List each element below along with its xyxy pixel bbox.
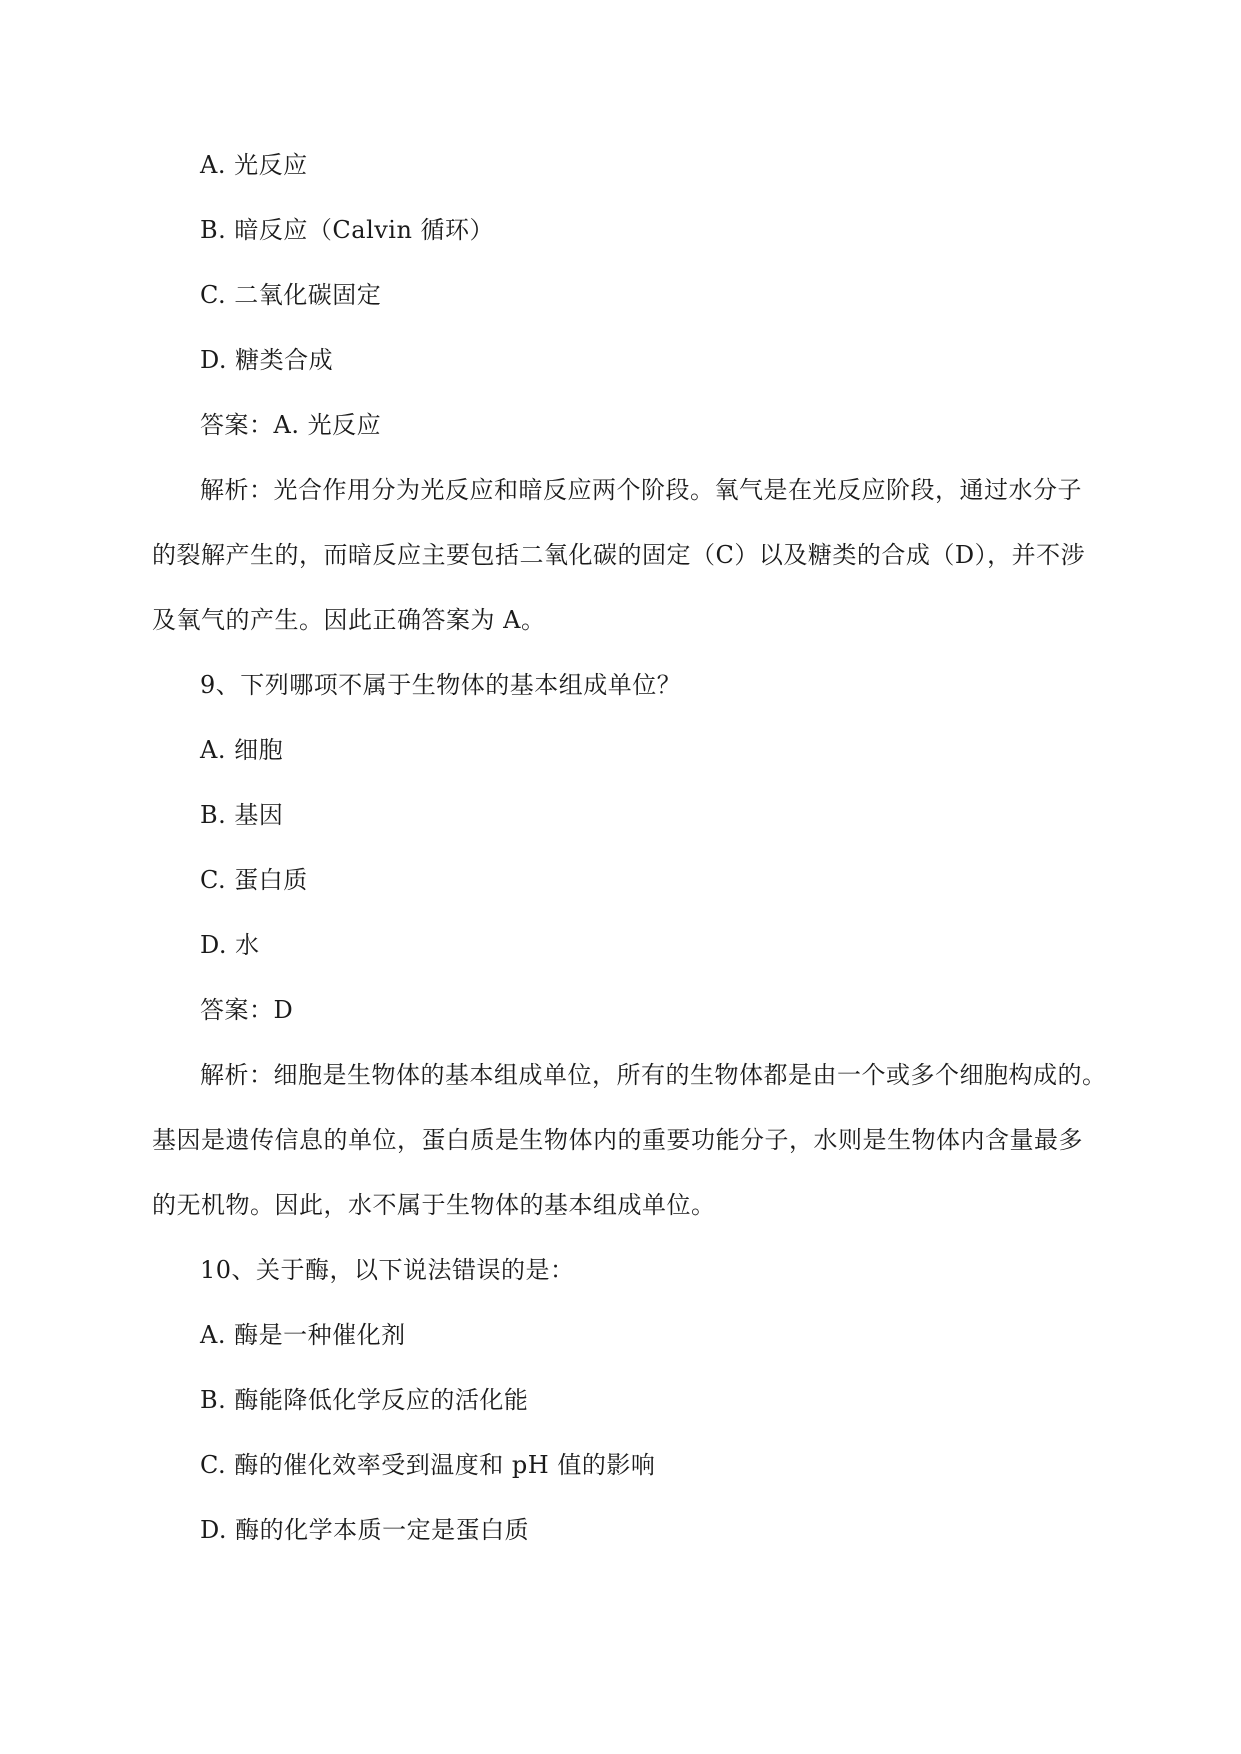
q10-option-b: B. 酶能降低化学反应的活化能 [200,1386,529,1414]
q9-option-d: D. 水 [200,931,260,959]
q8-option-a: A. 光反应 [200,151,308,179]
q8-option-b: B. 暗反应（Calvin 循环） [200,216,495,244]
q8-answer: 答案：A. 光反应 [200,411,382,439]
q10-option-c: C. 酶的催化效率受到温度和 pH 值的影响 [200,1451,656,1479]
q8-analysis-line-3: 及氧气的产生。因此正确答案为 A。 [152,606,546,634]
q9-analysis-line-2: 基因是遗传信息的单位，蛋白质是生物体内的重要功能分子，水则是生物体内含量最多 [152,1126,1083,1154]
q10-option-a: A. 酶是一种催化剂 [200,1321,406,1349]
q10-question: 10、关于酶，以下说法错误的是： [200,1256,575,1284]
q10-option-d: D. 酶的化学本质一定是蛋白质 [200,1516,530,1544]
q9-question: 9、下列哪项不属于生物体的基本组成单位？ [200,671,682,699]
q8-analysis-line-1: 解析：光合作用分为光反应和暗反应两个阶段。氧气是在光反应阶段，通过水分子 [200,476,1082,504]
q9-option-a: A. 细胞 [200,736,284,764]
q9-answer: 答案：D [200,996,294,1024]
q9-analysis-line-3: 的无机物。因此，水不属于生物体的基本组成单位。 [152,1191,716,1219]
q8-option-c: C. 二氧化碳固定 [200,281,382,309]
q9-option-c: C. 蛋白质 [200,866,308,894]
q8-option-d: D. 糖类合成 [200,346,334,374]
q9-analysis-line-1: 解析：细胞是生物体的基本组成单位，所有的生物体都是由一个或多个细胞构成的。 [200,1061,1107,1089]
q8-analysis-line-2: 的裂解产生的，而暗反应主要包括二氧化碳的固定（C）以及糖类的合成（D），并不涉 [152,541,1086,569]
q9-option-b: B. 基因 [200,801,284,829]
